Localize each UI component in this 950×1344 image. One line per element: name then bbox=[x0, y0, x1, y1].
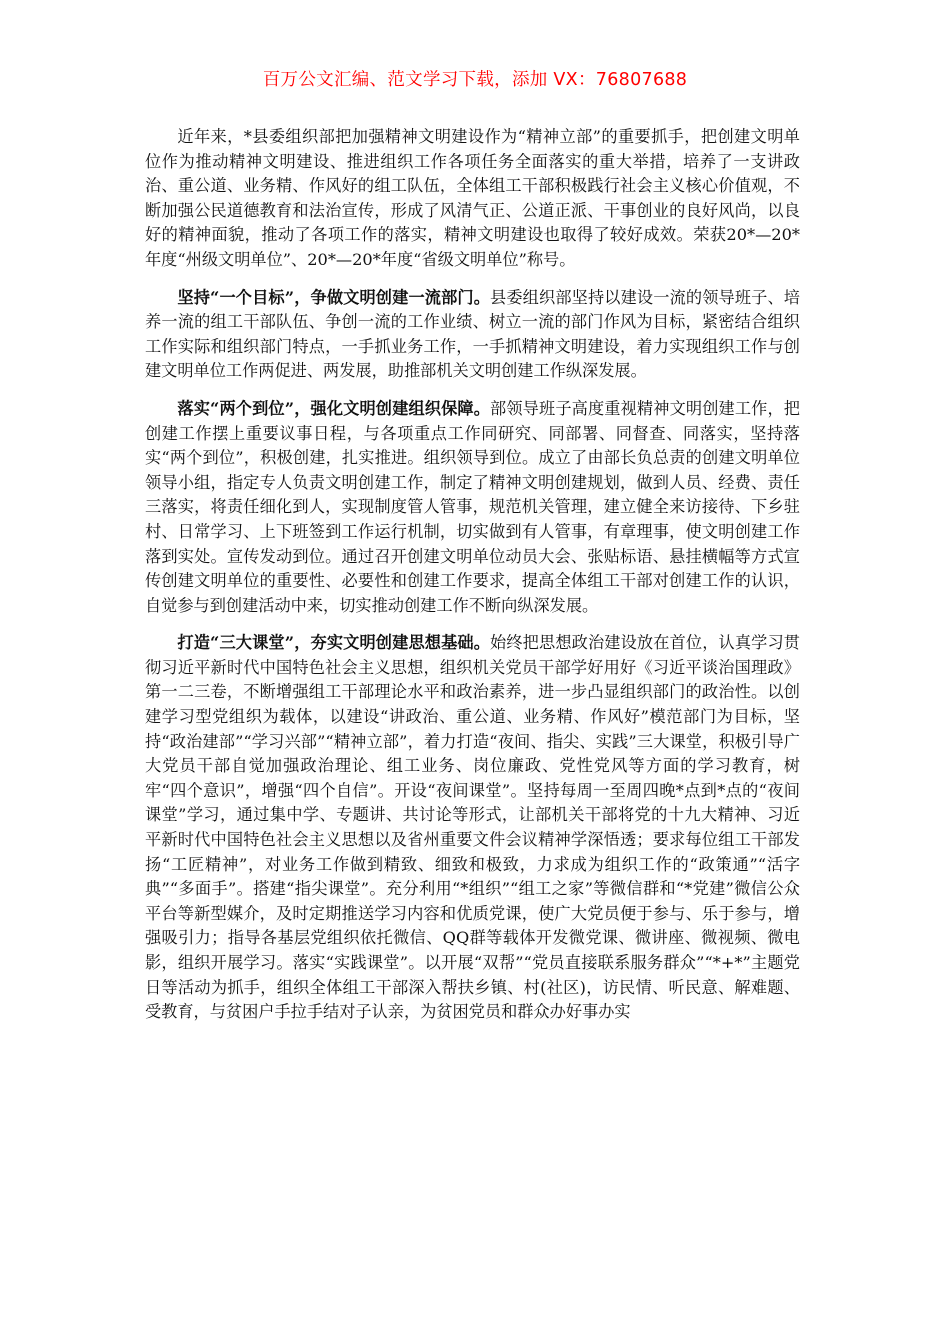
page-header-banner: 百万公文汇编、范文学习下载，添加 VX：76807688 bbox=[262, 70, 688, 90]
paragraph-text: 始终把思想政治建设放在首位，认真学习贯彻习近平新时代中国特色社会主义思想，组织机关党员干部学好用好《习近平谈治国理政》第一二三卷，不断增强组工干部理论水平和政治素养，进一步凸显组织部门的政治性。以创建学习型党组织为载体，以建设“讲政治、重公道、业务精、作风好”模范部门为目标，坚持“政治建部”“学习兴部”“精神立部”，着力打造“夜间、指尖、实践”三大课堂，积极引导广大党员干部自觉加强政治理论、组工业务、岗位廉政、党性党风等方面的学习教育，树牢“四个意识”，增强“四个自信”。开设“夜间课堂”。坚持每周一至周四晚*点到*点的“夜间课堂”学习，通过集中学、专题讲、共讨论等形式，让部机关干部将党的十九大精神、习近平新时代中国特色社会主义思想以及省州重要文件会议精神学深悟透；要求每位组工干部发扬“工匠精神”，对业务工作做到精致、细致和极致，力求成为组织工作的“政策通”“活字典”“多面手”。搭建“指尖课堂”。充分利用“*组织”“组工之家”等微信群和“*党建”微信公众平台等新型媒介，及时定期推送学习内容和优质党课，使广大党员便于参与、乐于参与，增强吸引力；指导各基层党组织依托微信、QQ群等载体开发微党课、微讲座、微视频、微电影，组织开展学习。落实“实践课堂”。以开展“双帮”“党员直接联系服务群众”“*+*”主题党日等活动为抓手，组织全体组工干部深入帮扶乡镇、村(社区)，访民情、听民意、解难题、受教育，与贫困户手拉手结对子认亲，为贫困党员和群众办好事办实 bbox=[145, 633, 800, 1022]
section-paragraph-three-classrooms bbox=[145, 631, 800, 1025]
section-paragraph-two-in-place bbox=[145, 397, 800, 618]
paragraph-text: 部领导班子高度重视精神文明创建工作，把创建工作摆上重要议事日程，与各项重点工作同研究、同部署、同督查、同落实，坚持落实“两个到位”，积极创建，扎实推进。组织领导到位。成立了由部长负总责的创建文明单位领导小组，指定专人负责文明创建工作，制定了精神文明创建规划，做到人员、经费、责任三落实，将责任细化到人，实现制度管人管事，规范机关管理，建立健全来访接待、下乡驻村、日常学习、上下班签到工作运行机制，切实做到有人管事，有章理事，使文明创建工作落到实处。宣传发动到位。通过召开创建文明单位动员大会、张贴标语、悬挂横幅等方式宣传创建文明单位的重要性、必要性和创建工作要求，提高全体组工干部对创建工作的认识，自觉参与到创建活动中来，切实推动创建工作不断向纵深发展。 bbox=[145, 398, 800, 615]
intro-paragraph bbox=[145, 125, 800, 273]
section-paragraph-one-goal bbox=[145, 286, 800, 384]
paragraph-text: 近年来，*县委组织部把加强精神文明建设作为“精神立部”的重要抓手，把创建文明单位作为推动精神文明建设、推进组织工作各项任务全面落实的重大举措，培养了一支讲政治、重公道、业务精、作风好的组工队伍，全体组工干部积极践行社会主义核心价值观，不断加强公民道德教育和法治宣传，形成了风清气正、公道正派、干事创业的良好风尚，以良好的精神面貌，推动了各项工作的落实，精神文明建设也取得了较好成效。荣获20*—20*年度“州级文明单位”、20*—20*年度“省级文明单位”称号。 bbox=[145, 127, 800, 269]
paragraph-text: 县委组织部坚持以建设一流的领导班子、培养一流的组工干部队伍、争创一流的工作业绩、树立一流的部门作风为目标，紧密结合组织工作实际和组织部门特点，一手抓业务工作，一手抓精神文明建设，着力实现组织工作与创建文明单位工作两促进、两发展，助推部机关文明创建工作纵深发展。 bbox=[145, 287, 800, 381]
section-heading: 打造“三大课堂”，夯实文明创建思想基础。 bbox=[177, 633, 491, 653]
document-body bbox=[145, 125, 800, 1038]
section-heading: 坚持“一个目标”，争做文明创建一流部门。 bbox=[177, 287, 491, 307]
section-heading: 落实“两个到位”，强化文明创建组织保障。 bbox=[177, 398, 491, 418]
